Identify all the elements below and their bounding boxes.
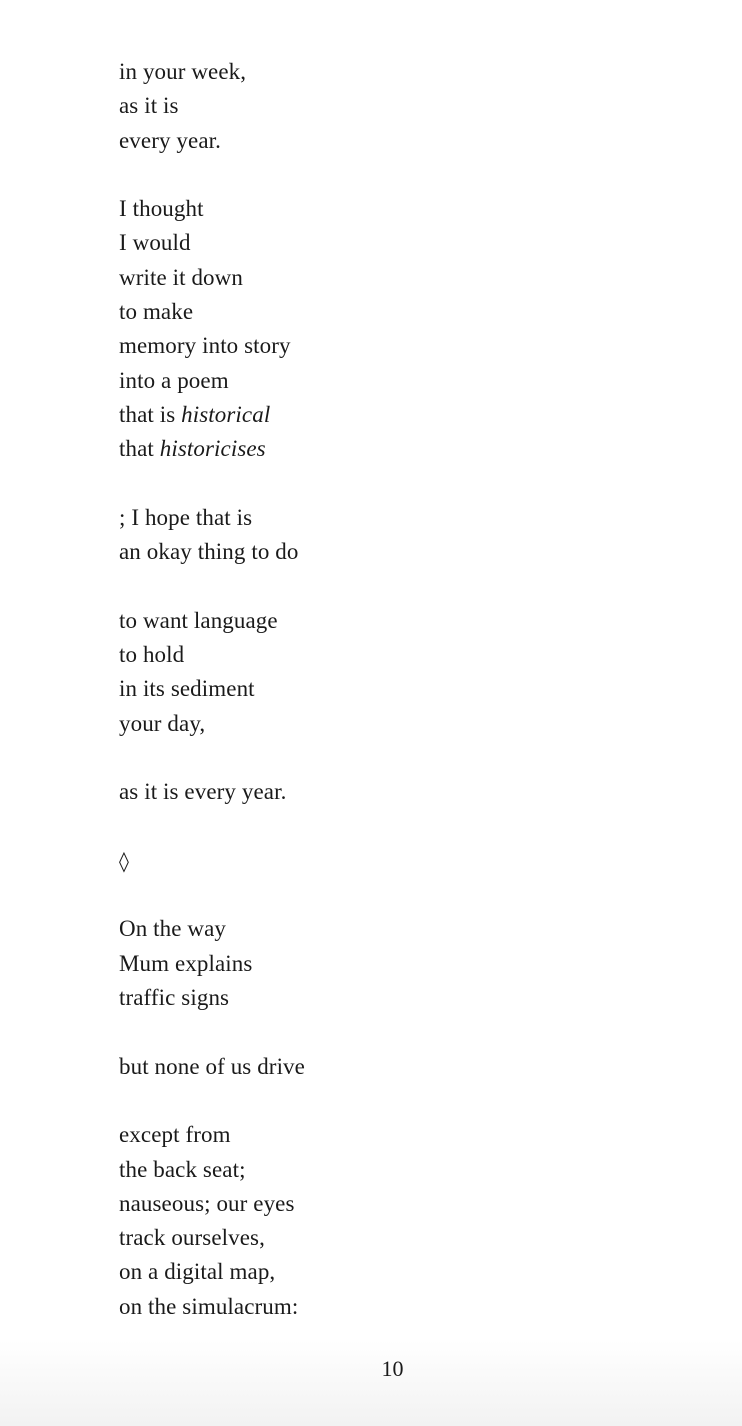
italic-word: historicises: [159, 436, 266, 462]
lozenge-divider: ◊: [119, 848, 129, 873]
poem-line: every year.: [119, 127, 221, 153]
stanza-break: [119, 878, 305, 912]
stanza-break: [119, 1015, 305, 1049]
poem-line: ; I hope that is: [119, 504, 253, 530]
poem-line: as it is every year.: [119, 779, 287, 805]
poem-line: as it is: [119, 93, 179, 119]
poem-line: track ourselves,: [119, 1225, 265, 1251]
stanza-break: [119, 467, 305, 501]
poem-line: in its sediment: [119, 676, 255, 702]
poem-line: I thought: [119, 196, 204, 222]
poem-line: in your week,: [119, 59, 247, 84]
poem-line: to make: [119, 299, 194, 325]
poem-body: [119, 55, 305, 1324]
poem-line: on a digital map,: [119, 1259, 276, 1285]
italic-word: historical: [181, 401, 271, 427]
poem-line: to want language: [119, 607, 278, 633]
poem-line: on the simulacrum:: [119, 1293, 299, 1319]
stanza-break: [119, 569, 305, 603]
poem-line: to hold: [119, 642, 185, 668]
poem-line: write it down: [119, 264, 243, 290]
stanza-break: [119, 810, 305, 844]
poem-line: the back seat;: [119, 1156, 246, 1182]
poem-line: an okay thing to do: [119, 539, 299, 565]
stanza-break: [119, 741, 305, 775]
poem-line: Mum explains: [119, 950, 253, 976]
poem-line-text: that is: [119, 401, 182, 427]
stanza-break: [119, 158, 305, 192]
poem-line: except from: [119, 1122, 231, 1148]
poem-line: your day,: [119, 710, 206, 736]
poem-line: but none of us drive: [119, 1053, 305, 1079]
poem-line: traffic signs: [119, 985, 230, 1011]
poem-line: into a poem: [119, 367, 229, 393]
poem-line: On the way: [119, 916, 227, 942]
poem-line-text: that: [119, 436, 160, 462]
poem-line: memory into story: [119, 333, 291, 359]
stanza-break: [119, 1084, 305, 1118]
poem-line: [119, 432, 305, 466]
page-number: 10: [381, 1356, 404, 1381]
poem-line: I would: [119, 230, 191, 256]
poem-line: nauseous; our eyes: [119, 1190, 295, 1216]
poem-line: [119, 398, 305, 432]
